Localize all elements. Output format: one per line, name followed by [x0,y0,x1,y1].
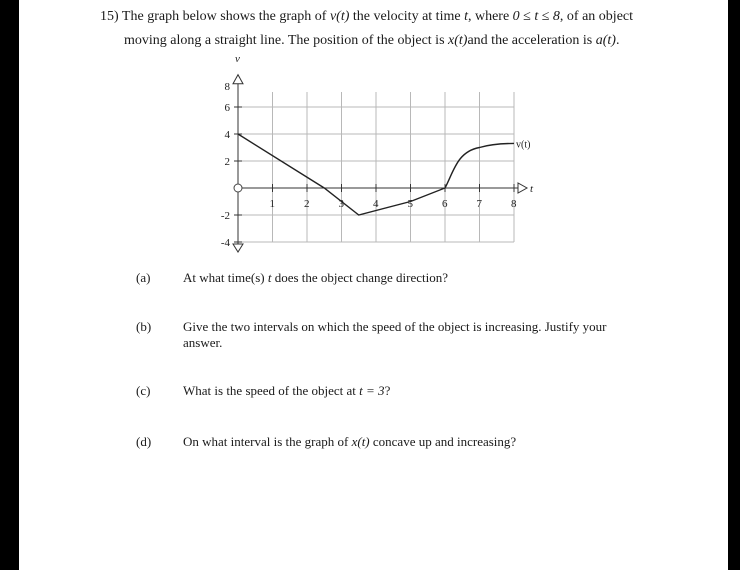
question-b-letter: (b) [136,319,152,334]
question-c-letter: (c) [136,383,151,398]
question-d-text: On what interval is the graph of x(t) concave up and increasing? [183,434,517,449]
x-axis-arrow-right [518,183,527,193]
x-tick-label: 1 [269,198,275,210]
y-tick-label: -4 [220,237,230,249]
y-axis-arrow-down [233,244,243,252]
y-tick-label: 6 [224,102,230,114]
question-b-text: Give the two intervals on which the speed of the object is increasing. Justify your answer. [183,319,607,350]
x-tick-label: 5 [407,198,413,210]
velocity-graph [190,50,560,260]
right-black-border [728,0,740,570]
x-tick-label: 6 [442,198,448,210]
question-a-text: At what time(s) t does the object change direction? [183,270,448,285]
y-tick-label: 2 [224,156,230,168]
x-axis-label: t [530,183,534,195]
y-axis-arrow-up [233,75,243,84]
problem-number: 15) [100,9,119,24]
y-tick-label: 8 [224,81,230,93]
question-a-letter: (a) [136,270,151,285]
left-black-border [0,0,19,570]
problem-statement-line-1: 15) The graph below shows the graph of v(t) the velocity at time t, where 0 ≤ t ≤ 8, of an object [100,9,634,24]
curve-label-v-of-t: v(t) [516,139,531,151]
x-tick-label: 2 [304,198,310,210]
y-axis-label: v [235,53,240,65]
x-tick-label: 3 [338,198,344,210]
question-c-text: What is the speed of the object at t = 3? [183,383,391,398]
origin-marker [234,184,242,192]
question-d-letter: (d) [136,434,152,449]
grid [238,92,514,242]
x-tick-label: 4 [373,198,379,210]
y-tick-label: 4 [224,129,230,141]
y-tick-label: -2 [220,210,230,222]
x-tick-label: 7 [476,198,482,210]
problem-statement-line-2: moving along a straight line. The position of the object is x(t)and the acceleration is a(t). [124,33,620,48]
x-tick-label: 8 [511,198,517,210]
